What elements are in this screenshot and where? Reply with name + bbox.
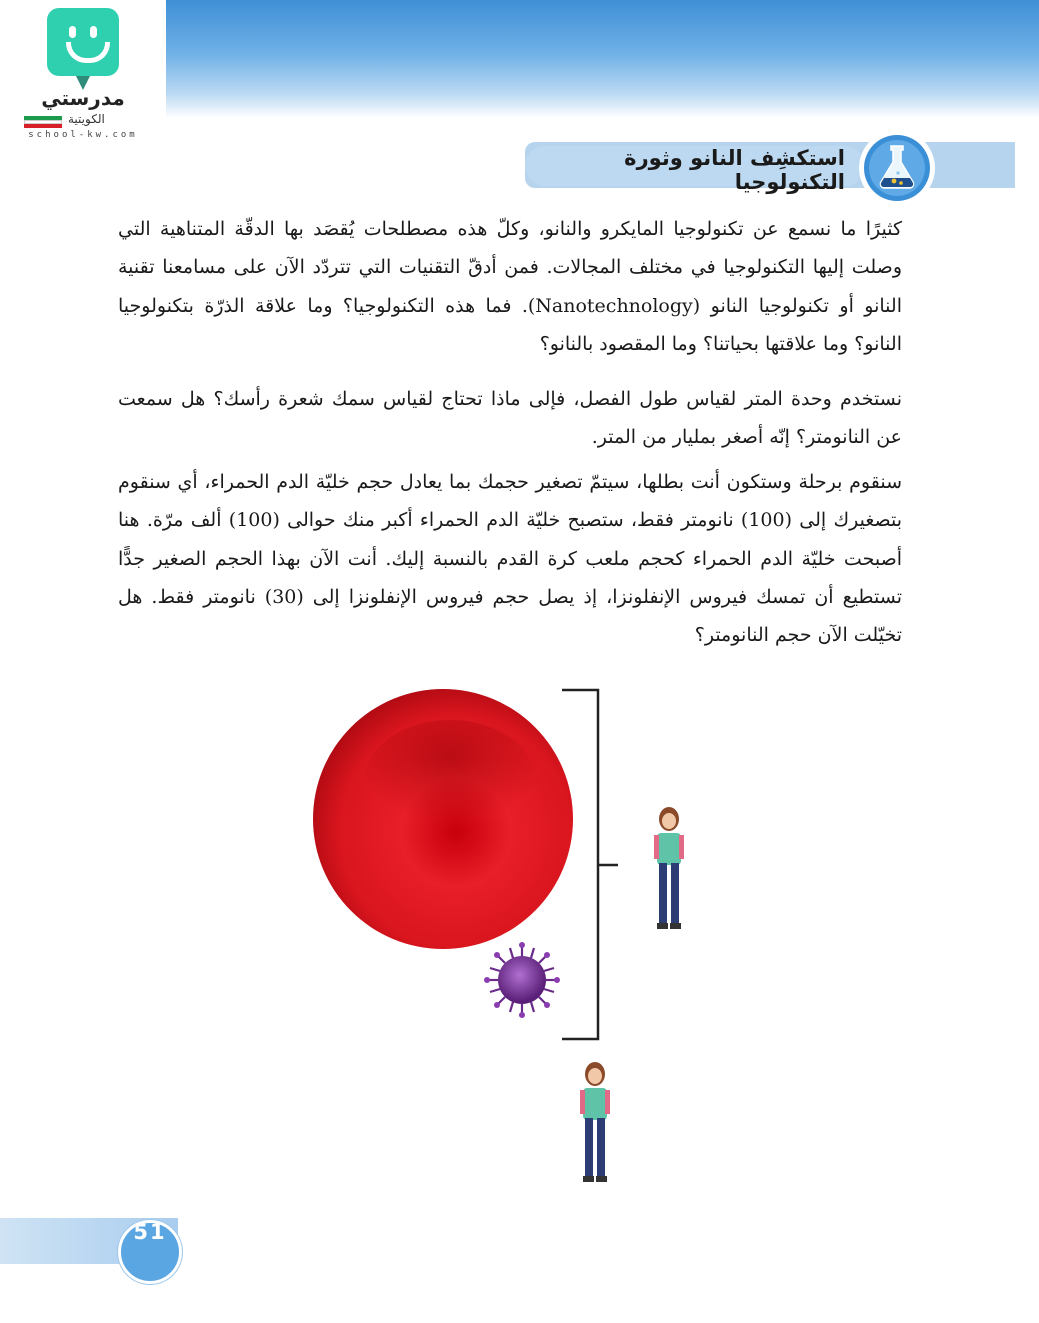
section-title: استكشِف النانو وثورة التكنولوجيا bbox=[624, 146, 845, 194]
girl-figure-small bbox=[562, 1060, 628, 1192]
logo-subtitle: الكويتية bbox=[68, 112, 105, 126]
girl-figure-large bbox=[636, 805, 702, 940]
logo-smile-icon bbox=[47, 8, 119, 76]
intro-paragraph: كثيرًا ما نسمع عن تكنولوجيا المايكرو والنانو، وكلّ هذه مصطلحات يُقصَد بها الدقّة المتناهية التي وصلت إليها التكنولوجيا في مختلف المجالات. فمن أدقّ التقنيات التي تتردّد الآن على مسامعنا تقنية النانو أو تكنولوجيا النانو (Nanotechnology). فما هذه التكنولوجيا؟ وما علاقة الذرّة بتكنولوجيا النانو؟ وما علاقتها بحياتنا؟ وما المقصود بالنانو؟ bbox=[118, 218, 902, 355]
logo-name: مدرستي bbox=[41, 86, 125, 110]
scale-bracket bbox=[562, 690, 618, 1039]
flask-icon bbox=[857, 128, 937, 208]
kuwait-flag-icon bbox=[24, 116, 62, 128]
site-logo[interactable] bbox=[0, 0, 166, 150]
scale-comparison-figure bbox=[300, 685, 730, 1205]
page-number: 51 bbox=[133, 1220, 167, 1244]
influenza-virus bbox=[484, 942, 560, 1018]
journey-paragraph: سنقوم برحلة وستكون أنت بطلها، سيتمّ تصغير حجمك بما يعادل حجم خليّة الدم الحمراء، أي سنقوم بتصغيرك إلى (100) نانومتر فقط، ستصبح خليّة الدم الحمراء أكبر منك حوالى (100) ألف مرّة. هنا أصبحت خليّة الدم الحمراء كحجم ملعب كرة القدم بالنسبة إليك. أنت الآن بهذا الحجم الصغير جدًّا تستطيع أن تمسك فيروس الإنفلونزا، إذ يصل حجم فيروس الإنفلونزا إلى (30) نانومتر فقط. هل تخيّلت الآن حجم النانومتر؟ bbox=[118, 471, 903, 647]
logo-url: school-kw.com bbox=[28, 130, 138, 140]
meter-paragraph: نستخدم وحدة المتر لقياس طول الفصل، فإلى ماذا تحتاج لقياس سمك شعرة رأسك؟ هل سمعت عن النانومتر؟ إنّه أصغر بمليار من المتر. bbox=[118, 388, 902, 449]
red-blood-cell bbox=[313, 689, 573, 949]
